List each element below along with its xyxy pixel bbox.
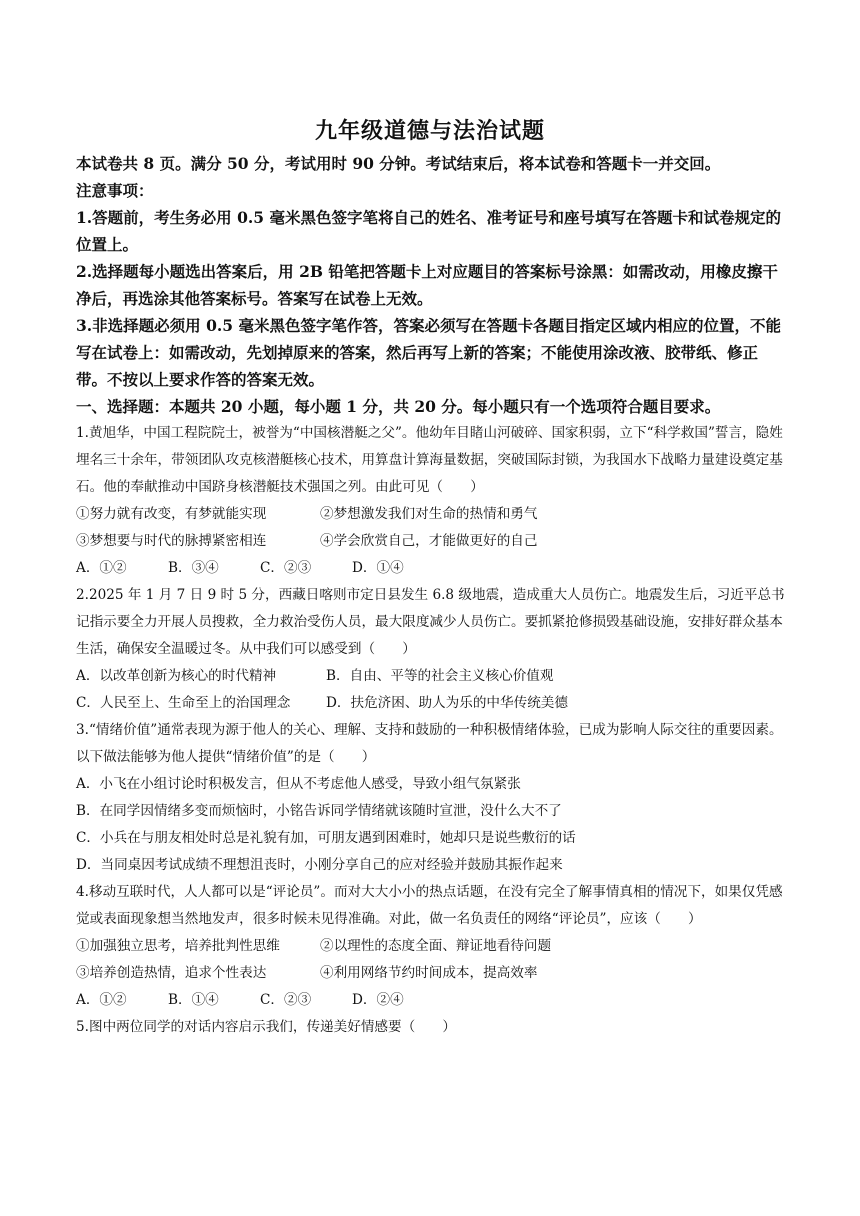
question-5-stem: 5.图中两位同学的对话内容启示我们，传递美好情感要（ ） [76,1019,456,1035]
question-1-option-b: B．③④ [168,560,219,576]
question-2-stem: 2.2025 年 1 月 7 日 9 时 5 分，西藏日喀则市定日县发生 6.8 级地震，造成重大人员伤亡。地震发生后，习近平总书记指示要全力开展人员搜救，全力救治受伤人员，最大限度减少人员伤亡。要抓紧抢修损毁基础设施，安排好群众基本生活，确保安全温暖过冬。从中我们可以感受到（ ） [76,587,785,657]
question-2-options-row-1 [76,663,788,690]
question-2-options-row-2 [76,690,788,717]
question-4-stem: 4.移动互联时代，人人都可以是“评论员”。而对大大小小的热点话题，在没有完全了解事情真相的情况下，如果仅凭感觉或表面现象想当然地发声，很多时候未见得准确。对此，做一名负责任的网络“评论员”，应该（ ） [76,884,783,927]
question-1-option-c: C．②③ [260,560,312,576]
question-4-option-b: B．①④ [168,992,219,1008]
question-4-option-a: A．①② [76,992,127,1008]
question-2-option-a: A．以改革创新为核心的时代精神 [76,668,277,684]
question-2-option-b: B．自由、平等的社会主义核心价值观 [326,668,554,684]
question-4-item-4: ④利用网络节约时间成本，提高效率 [320,965,538,981]
question-4-items-row-2 [76,960,788,987]
question-3-option-a: A．小飞在小组讨论时积极发言，但从不考虑他人感受，导致小组气氛紧张 [76,776,521,792]
question-1-options [76,555,788,582]
question-4-option-c: C．②③ [260,992,312,1008]
notice-item-2: 2.选择题每小题选出答案后，用 2B 铅笔把答题卡上对应题目的答案标号涂黑：如需改动，用橡皮擦干净后，再选涂其他答案标号。答案写在试卷上无效。 [76,262,778,308]
question-1-item-3: ③梦想要与时代的脉搏紧密相连 [76,533,267,549]
exam-content [76,150,788,1041]
question-1-item-2: ②梦想激发我们对生命的热情和勇气 [320,506,538,522]
question-1-item-4: ④学会欣赏自己，才能做更好的自己 [320,533,538,549]
question-2-option-d: D．扶危济困、助人为乐的中华传统美德 [326,695,568,711]
question-1-option-d: D．①④ [352,560,404,576]
question-4-item-3: ③培养创造热情，追求个性表达 [76,965,267,981]
notice-item-3: 3.非选择题必须用 0.5 毫米黑色签字笔作答，答案必须写在答题卡各题目指定区域内相应的位置，不能写在试卷上：如需改动，先划掉原来的答案，然后再写上新的答案；不能使用涂改液、胶带纸、修正带。不按以上要求作答的答案无效。 [76,316,781,389]
question-4-option-d: D．②④ [352,992,404,1008]
question-4-item-2: ②以理性的态度全面、辩证地看待问题 [320,938,552,954]
question-3-option-b: B．在同学因情绪多变而烦恼时，小铭告诉同学情绪就该随时宣泄，没什么大不了 [76,803,562,819]
question-1-option-a: A．①② [76,560,127,576]
question-3-option-d: D．当同桌因考试成绩不理想沮丧时，小刚分享自己的应对经验并鼓励其振作起来 [76,857,563,873]
notice-title: 注意事项： [76,181,154,200]
question-3-stem: 3.“情绪价值”通常表现为源于他人的关心、理解、支持和鼓励的一种积极情绪体验，已成为影响人际交往的重要因素。以下做法能够为他人提供“情绪价值”的是（ ） [76,722,783,765]
notice-item-1: 1.答题前，考生务必用 0.5 毫米黑色签字笔将自己的姓名、准考证号和座号填写在答题卡和试卷规定的位置上。 [76,208,781,254]
question-4-items-row-1 [76,933,788,960]
question-1-items-row-1 [76,501,788,528]
page-title: 九年级道德与法治试题 [314,118,545,144]
section-title: 一、选择题：本题共 20 小题，每小题 1 分，共 20 分。每小题只有一个选项符合题目要求。 [76,397,721,416]
question-1-item-1: ①努力就有改变，有梦就能实现 [76,506,267,522]
exam-intro: 本试卷共 8 页。满分 50 分，考试用时 90 分钟。考试结束后，将本试卷和答题卡一并交回。 [76,154,721,173]
question-4-item-1: ①加强独立思考，培养批判性思维 [76,938,280,954]
question-4-options [76,987,788,1014]
question-2-option-c: C．人民至上、生命至上的治国理念 [76,695,291,711]
question-1-items-row-2 [76,528,788,555]
question-3-option-c: C．小兵在与朋友相处时总是礼貌有加，可朋友遇到困难时，她却只是说些敷衍的话 [76,830,576,846]
question-1-stem: 1.黄旭华，中国工程院院士，被誉为“中国核潜艇之父”。他幼年目睹山河破碎、国家积弱，立下“科学救国”誓言，隐姓埋名三十余年，带领团队攻克核潜艇核心技术，用算盘计算海量数据，突破国际封锁，为我国水下战略力量建设奠定基石。他的奉献推动中国跻身核潜艇技术强国之列。由此可见（ ） [76,425,783,495]
